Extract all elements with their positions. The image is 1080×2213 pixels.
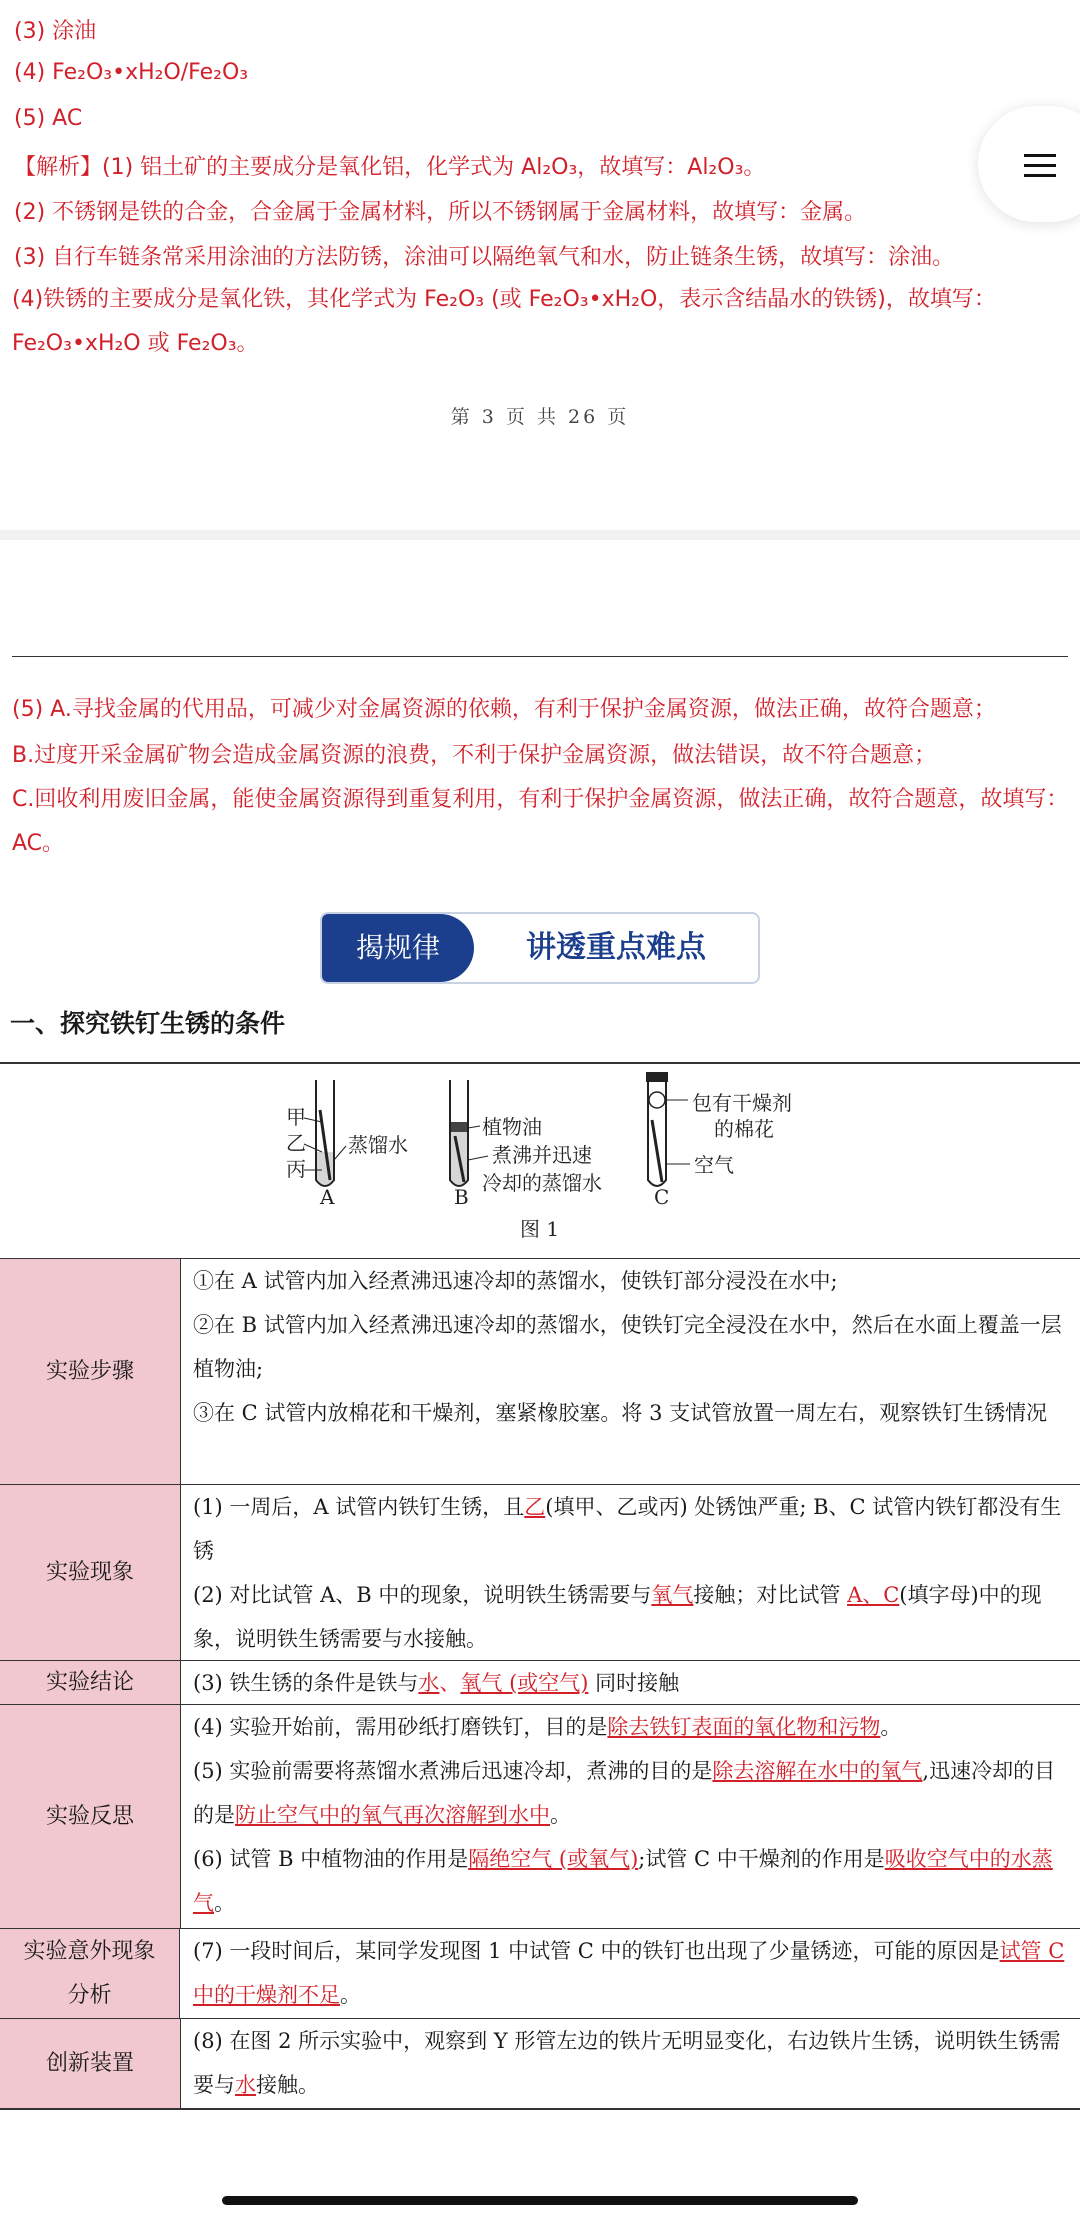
row-content-phenomena xyxy=(193,1485,1069,1661)
phenomenon-2: (2) 对比试管 A、B 中的现象，说明铁生锈需要与氧气接触；对比试管 A、C(填字母)中的现象，说明铁生锈需要与水接触。 xyxy=(193,1583,1042,1651)
banner-tag: 揭规律 xyxy=(322,914,474,982)
row-label-conclusion: 实验结论 xyxy=(0,1661,181,1705)
conclusion-text: (3) 铁生锈的条件是铁与水、氧气 (或空气) 同时接触 xyxy=(193,1671,680,1695)
row-content-reflection xyxy=(193,1705,1069,1925)
table-row-innovation xyxy=(0,2018,1080,2109)
table-bottom-rule xyxy=(0,2108,1080,2110)
menu-button[interactable] xyxy=(978,106,1080,222)
answer-5: (5) AC xyxy=(14,106,83,131)
answer-3: (3) 涂油 xyxy=(14,19,97,44)
hamburger-icon-bar xyxy=(1024,174,1056,177)
row-label-reflection: 实验反思 xyxy=(0,1705,181,1929)
tube-a-text: 蒸馏水 xyxy=(348,1133,408,1157)
analysis-5b: B.过度开采金属矿物会造成金属资源的浪费，不利于保护金属资源，做法错误，故不符合题意； xyxy=(12,743,937,768)
figure-test-tubes xyxy=(270,1070,830,1250)
tube-b-text2: 煮沸并迅速 xyxy=(492,1143,592,1167)
row-label-phenomena: 实验现象 xyxy=(0,1485,181,1661)
row-content-steps xyxy=(193,1259,1069,1435)
tube-c-label: C xyxy=(654,1185,670,1209)
row-label-anomaly: 实验意外现象分析 xyxy=(0,1929,180,2019)
reflection-4: (4) 实验开始前，需用砂纸打磨铁钉，目的是除去铁钉表面的氧化物和污物。 xyxy=(193,1715,902,1739)
page-footer: 第 3 页 共 26 页 xyxy=(450,406,630,428)
label-bing: 丙 xyxy=(286,1157,306,1181)
row-label-steps: 实验步骤 xyxy=(0,1259,181,1485)
analysis-5c: C.回收利用废旧金属，能使金属资源得到重复利用，有利于保护金属资源，做法正确，故符合题意，故填写：AC。 xyxy=(12,787,1069,856)
top-rule xyxy=(12,656,1068,657)
step-1: ①在 A 试管内加入经煮沸迅速冷却的蒸馏水，使铁钉部分浸没在水中; xyxy=(193,1269,838,1293)
answer-4: (4) Fe₂O₃•xH₂O/Fe₂O₃ xyxy=(14,60,249,85)
label-jia: 甲 xyxy=(286,1105,306,1129)
analysis-1: 【解析】(1) 铝土矿的主要成分是氧化铝，化学式为 Al₂O₃，故填写：Al₂O₃。 xyxy=(14,155,766,180)
table-row-reflection xyxy=(0,1704,1080,1929)
section-banner xyxy=(320,912,760,984)
home-indicator[interactable] xyxy=(222,2196,858,2205)
row-label-innovation: 创新装置 xyxy=(0,2019,181,2109)
analysis-5a: (5) A.寻找金属的代用品，可减少对金属资源的依赖，有利于保护金属资源，做法正确，故符合题意； xyxy=(12,697,996,722)
innovation-text: (8) 在图 2 所示实验中，观察到 Y 形管左边的铁片无明显变化，右边铁片生锈，说明铁生锈需要与水接触。 xyxy=(193,2029,1061,2097)
tube-b-text3: 冷却的蒸馏水 xyxy=(482,1171,602,1195)
phenomenon-1: (1) 一周后，A 试管内铁钉生锈，且乙(填甲、乙或丙) 处锈蚀严重; B、C 试管内铁钉都没有生锈 xyxy=(193,1495,1062,1563)
tube-c-text2: 的棉花 xyxy=(714,1117,774,1141)
tube-b-text1: 植物油 xyxy=(482,1115,542,1139)
table-row-phenomena xyxy=(0,1484,1080,1661)
hamburger-icon-bar xyxy=(1024,164,1056,167)
analysis-3: (3) 自行车链条常采用涂油的方法防锈，涂油可以隔绝氧气和水，防止链条生锈，故填写：涂油。 xyxy=(14,245,955,270)
reflection-5: (5) 实验前需要将蒸馏水煮沸后迅速冷却，煮沸的目的是除去溶解在水中的氧气,迅速冷却的目的是防止空气中的氧气再次溶解到水中。 xyxy=(193,1759,1056,1827)
section-title: 一、探究铁钉生锈的条件 xyxy=(10,1009,286,1038)
tube-a-label: A xyxy=(320,1185,335,1209)
label-yi: 乙 xyxy=(286,1131,306,1155)
page-divider xyxy=(0,530,1080,540)
table-row-conclusion xyxy=(0,1660,1080,1705)
anomaly-text: (7) 一段时间后，某同学发现图 1 中试管 C 中的铁钉也出现了少量锈迹，可能的原因是试管 C 中的干燥剂不足。 xyxy=(193,1939,1065,2007)
analysis-2: (2) 不锈钢是铁的合金，合金属于金属材料，所以不锈钢属于金属材料，故填写：金属。 xyxy=(14,200,867,225)
banner-title: 讲透重点难点 xyxy=(526,930,706,965)
step-3: ③在 C 试管内放棉花和干燥剂，塞紧橡胶塞。将 3 支试管放置一周左右，观察铁钉生锈情况 xyxy=(193,1401,1048,1425)
reflection-6: (6) 试管 B 中植物油的作用是隔绝空气 (或氧气);试管 C 中干燥剂的作用是吸收空气中的水蒸气。 xyxy=(193,1847,1053,1915)
analysis-4: (4)铁锈的主要成分是氧化铁，其化学式为 Fe₂O₃ (或 Fe₂O₃•xH₂O，表示含结晶水的铁锈)，故填写：Fe₂O₃•xH₂O 或 Fe₂O₃。 xyxy=(12,287,996,356)
table-row-anomaly xyxy=(0,1928,1080,2019)
tube-b-label: B xyxy=(454,1185,469,1209)
tube-c-text1: 包有干燥剂 xyxy=(692,1091,792,1115)
table-top-rule xyxy=(0,1062,1080,1064)
tube-c-text3: 空气 xyxy=(694,1153,734,1177)
table-row-steps xyxy=(0,1258,1080,1485)
figure-caption: 图 1 xyxy=(520,1217,560,1241)
hamburger-icon xyxy=(1024,154,1056,157)
step-2: ②在 B 试管内加入经煮沸迅速冷却的蒸馏水，使铁钉完全浸没在水中，然后在水面上覆盖一层植物油; xyxy=(193,1313,1062,1381)
